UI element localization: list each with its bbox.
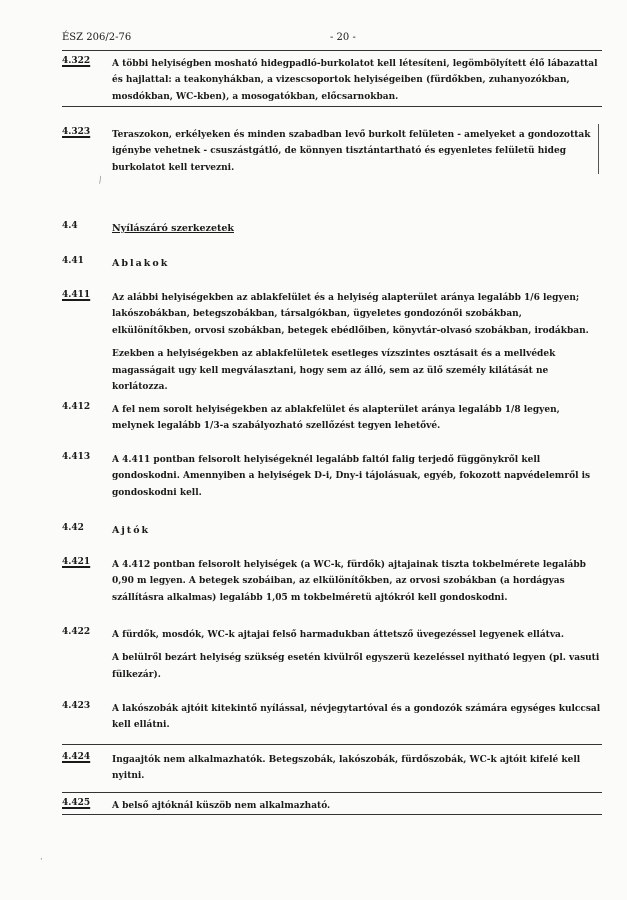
section-number: 4.323: [62, 127, 91, 137]
top-rule: [62, 50, 602, 51]
pencil-mark: ⁄: [97, 176, 104, 186]
section-4-412: [62, 402, 602, 435]
section-paragraph: A belülről bezárt helyiség szükség esetén kivülről egyszerü kezeléssel nyitható legyen (pl. vasuti fülkezár).: [112, 653, 600, 680]
section-paragraph: Ezekben a helyiségekben az ablakfelületek esetleges vízszintes osztásait és a mellvédek magasságait ugy kell megválasztani, hogy sem az álló, sem az ülő személy kilátását ne korlátozza.: [112, 349, 556, 393]
section-text: A belső ajtóknál küszöb nem alkalmazható.: [112, 801, 331, 811]
section-heading: Nyílászáró szerkezetek: [112, 223, 234, 234]
section-number: 4.425: [62, 798, 91, 808]
section-4-42: [62, 523, 602, 539]
section-4-4: [62, 221, 602, 237]
bottom-rule: [62, 814, 602, 815]
section-number: 4.42: [62, 523, 84, 533]
separator-rule: [62, 744, 602, 745]
section-4-423: [62, 701, 602, 734]
section-number: 4.322: [62, 56, 91, 66]
section-number: 4.412: [62, 402, 91, 412]
section-text: A 4.412 pontban felsorolt helyiségek (a WC-k, fürdők) ajtajainak tiszta tokbelmérete legalább 0,90 m legyen. A betegek szobáiban, az elkülönítőkben, az orvosi szobákban (a hordágyas szállításra alkalmas) legalább 1,05 m tokbelméretü ajtókról kell gondoskodni.: [112, 560, 586, 603]
section-4-41: [62, 256, 602, 272]
section-paragraph: Az alábbi helyiségekben az ablakfelület és a helyiség alapterület aránya legalább 1/6 legyen; lakószobákban, betegszobákban, társalgókban, ügyeletes gondozónői szobákban, elkülönítőkben, orvosi szobákban, betegek ebédlőiben, könyvtár-olvasó szobákban, irodákban.: [112, 293, 589, 336]
page-header: [62, 32, 592, 48]
section-number: 4.422: [62, 627, 91, 637]
section-4-411: [62, 290, 602, 395]
section-number: 4.413: [62, 452, 91, 462]
section-text: A fel nem sorolt helyiségekben az ablakfelület és alapterület aránya legalább 1/8 legyen, melynek legalább 1/3-a szabályozható szellőzést tegyen lehetővé.: [112, 405, 560, 432]
section-number: 4.423: [62, 701, 91, 711]
section-text: Ingaajtók nem alkalmazhatók. Betegszobák, lakószobák, fürdőszobák, WC-k ajtóit kifelé kell nyitni.: [112, 755, 581, 782]
section-number: 4.41: [62, 256, 84, 266]
section-text: A többi helyiségben mosható hidegpadló-burkolatot kell létesíteni, legömbölyített élő lábazattal és hajlattal: a teakonyhákban, a vizescsoportok helyiségeiben (fürdőkben, zuhanyozókban, mosdókban, WC-kben), a mosogatókban, előcsarnokban.: [112, 59, 598, 102]
section-number: 4.411: [62, 290, 91, 300]
document-code: ÉSZ 206/2-76: [62, 32, 132, 43]
margin-mark: [598, 124, 599, 174]
section-text: Teraszokon, erkélyeken és minden szabadban levő burkolt felületen - amelyeket a gondozottak igénybe vehetnek - csuszástgátló, de könnyen tisztántartható és egyenletes felületü hideg burkolatot kell tervezni.: [112, 130, 591, 173]
section-4-425: [62, 798, 602, 814]
scan-speck: ·: [40, 855, 43, 865]
page-number: - 20 -: [330, 32, 356, 43]
section-4-323: [62, 127, 602, 176]
section-heading: Ablakok: [112, 258, 170, 269]
section-number: 4.4: [62, 221, 78, 231]
section-4-424: [62, 752, 602, 785]
section-4-413: [62, 452, 602, 501]
section-number: 4.421: [62, 557, 91, 567]
section-paragraph: A fürdők, mosdók, WC-k ajtajai felső harmadukban áttetsző üvegezéssel legyenek ellátva.: [112, 630, 565, 640]
section-4-422: [62, 627, 602, 683]
section-text: A 4.411 pontban felsorolt helyiségeknél legalább faltól falig terjedő függönykről kell gondoskodni. Amennyiben a helyiségek D-i, Dny-i tájolásuak, egyéb, fokozott napvédelemről is gondoskodni kell.: [112, 455, 591, 498]
section-4-322: [62, 56, 602, 105]
section-number: 4.424: [62, 752, 91, 762]
section-4-421: [62, 557, 602, 606]
section-text: A lakószobák ajtóit kitekintő nyílással, névjegytartóval és a gondozók számára egységes kulccsal kell ellátni.: [112, 704, 601, 731]
separator-rule: [62, 106, 602, 107]
separator-rule: [62, 792, 602, 793]
section-heading: Ajtók: [112, 525, 151, 536]
